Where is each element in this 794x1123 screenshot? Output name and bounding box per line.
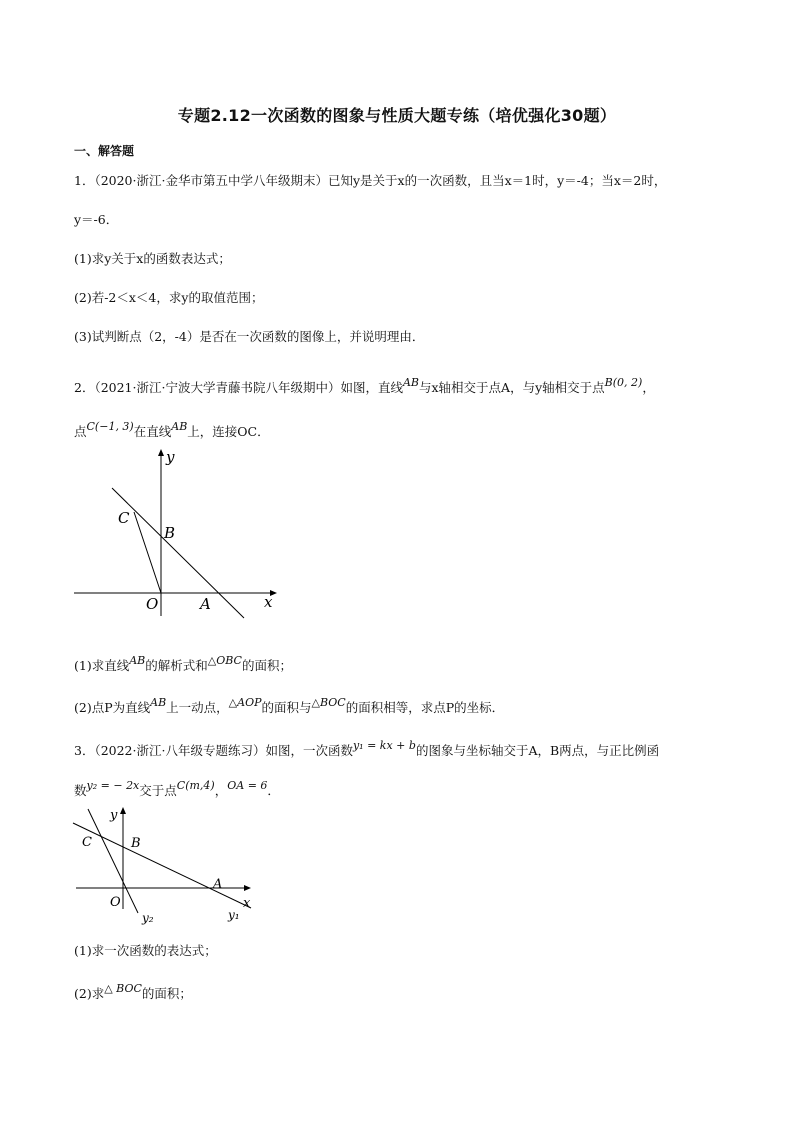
q3-text: 的面积；: [141, 986, 192, 1001]
q2-text: 上一动点，: [166, 700, 229, 715]
q1-part1: (1)求y关于x的函数表达式；: [74, 251, 231, 266]
q2-segment-oc: [134, 512, 161, 593]
section-heading: 一、解答题: [74, 144, 135, 158]
q3-text: 的图象与坐标轴交于A，B两点，与正比例函: [415, 743, 660, 758]
q2-text: ，: [642, 380, 655, 395]
q2-label-a: A: [200, 595, 211, 613]
q2-label-c: C: [118, 509, 130, 527]
q2-text: 上，连接OC．: [187, 424, 270, 439]
q3-text: 交于点: [139, 783, 177, 798]
q2-figure: [70, 446, 285, 622]
q2-part1: [74, 654, 292, 675]
q2-math: △OBC: [207, 654, 242, 667]
q3-label-y2: y₂: [142, 911, 154, 925]
page-title: 专题2.12一次函数的图象与性质大题专练（培优强化30题）: [177, 106, 617, 125]
q3-text: 3．（2022·浙江·八年级专题练习）如图，一次函数: [74, 743, 353, 758]
q2-label-x: x: [264, 593, 273, 611]
q2-label-o: O: [146, 595, 159, 613]
q3-text: ，: [214, 783, 228, 798]
q3-x-arrow: [244, 885, 251, 891]
q2-text: 在直线: [133, 424, 172, 439]
q3-part2: [74, 982, 192, 1003]
q2-text: 2．（2021·浙江·宁波大学青藤书院八年级期中）如图，直线: [74, 380, 403, 395]
q3-label-o: O: [110, 895, 121, 910]
q2-math: AB: [402, 376, 419, 389]
q3-text: ．: [267, 783, 280, 798]
q2-text: 与x轴相交于点A，与y轴相交于点: [419, 380, 605, 395]
q2-label-y: y: [166, 448, 175, 466]
q2-math: B(0, 2): [604, 376, 643, 389]
q3-text: (2)求: [74, 986, 105, 1001]
q3-text: 数: [74, 783, 87, 798]
q3-label-a: A: [213, 877, 223, 892]
q3-math: y₂ = − 2x: [86, 779, 140, 792]
q3-part1: (1)求一次函数的表达式；: [74, 943, 217, 958]
q3-line2: [74, 779, 280, 800]
q1-part2: (2)若-2＜x＜4，求y的取值范围；: [74, 290, 264, 305]
q3-label-b: B: [131, 836, 141, 851]
q2-text: 点: [74, 424, 87, 439]
q2-math: AB: [129, 654, 146, 667]
q2-y-arrow: [158, 449, 164, 456]
q3-math: OA = 6: [227, 779, 268, 792]
q1-line1: 1．（2020·浙江·金华市第五中学八年级期末）已知y是关于x的一次函数，且当x＝1时，y＝-4；当x＝2时，: [74, 173, 667, 188]
q2-text: 的面积与: [261, 700, 312, 715]
q2-math: △BOC: [311, 696, 346, 709]
q3-math: △ BOC: [104, 982, 142, 995]
q2-text: 的面积；: [241, 658, 292, 673]
q2-text: (2)点P为直线: [74, 700, 151, 715]
q2-label-b: B: [164, 524, 176, 542]
q2-line-ab: [112, 488, 244, 618]
q3-math: y₁ = kx + b: [352, 739, 416, 752]
q2-part2: [74, 696, 505, 717]
q3-line1: [74, 739, 660, 760]
q3-label-y1: y₁: [228, 908, 240, 922]
q3-math: C(m,4): [176, 779, 215, 792]
q3-label-x: x: [243, 896, 251, 911]
q3-label-c: C: [82, 835, 92, 850]
q2-line2: [74, 420, 270, 441]
q2-math: AB: [171, 420, 188, 433]
q1-part3: (3)试判断点（2，-4）是否在一次函数的图像上，并说明理由．: [74, 329, 425, 344]
q2-text: 的解析式和: [145, 658, 208, 673]
q3-line-y1: [73, 823, 251, 908]
q2-math: △AOP: [228, 696, 262, 709]
q2-math: AB: [150, 696, 167, 709]
q2-line1: [74, 376, 655, 397]
q2-math: C(−1, 3): [86, 420, 134, 433]
q2-text: 的面积相等，求点P的坐标．: [345, 700, 505, 715]
q2-text: (1)求直线: [74, 658, 130, 673]
q3-label-y: y: [110, 808, 118, 823]
q1-line2: y＝-6．: [74, 212, 119, 227]
q3-figure: [68, 801, 260, 933]
q3-y-arrow: [120, 807, 126, 814]
